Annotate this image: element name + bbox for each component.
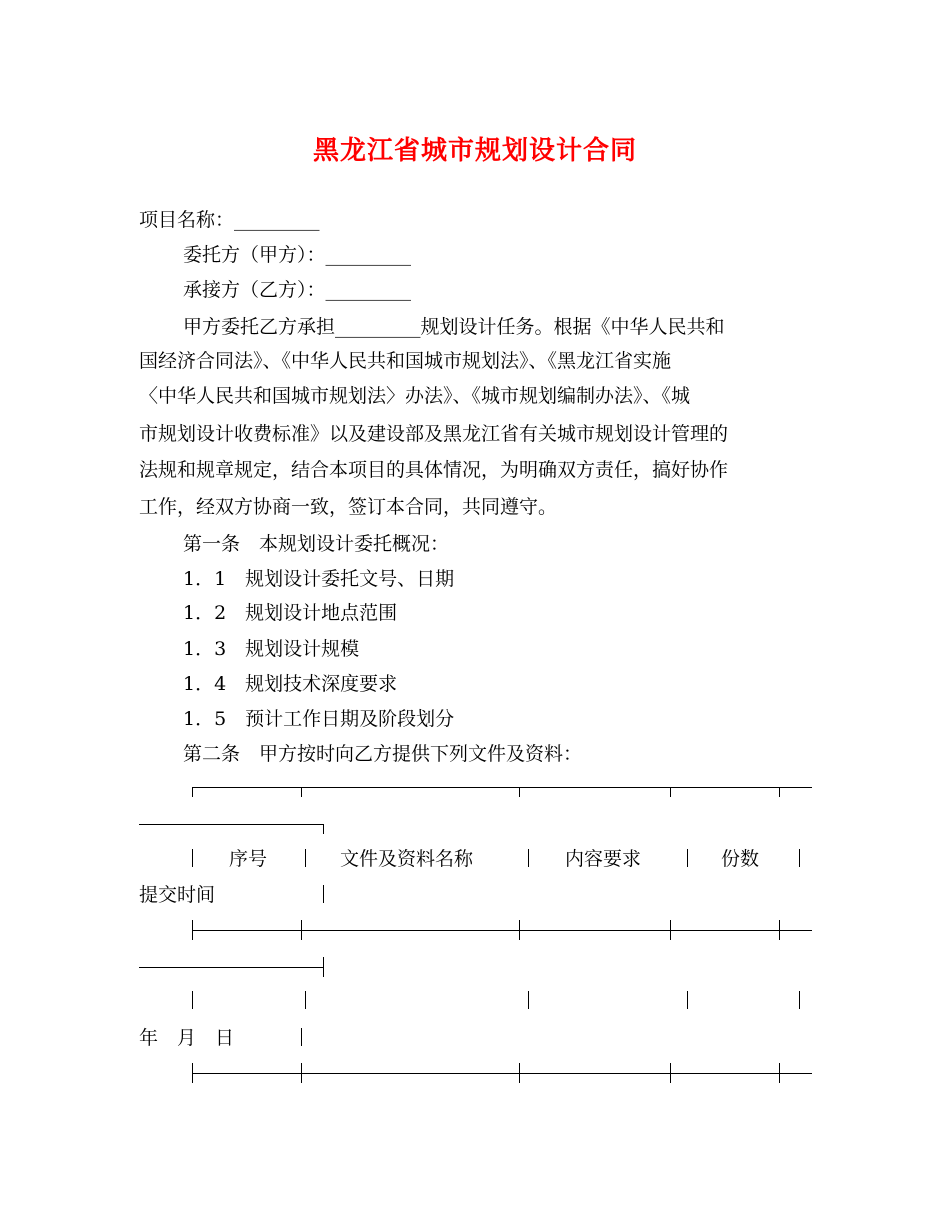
table-joint <box>670 787 671 797</box>
client-field: 委托方（甲方）：_________ <box>183 244 412 266</box>
table-divider <box>305 991 306 1009</box>
table-joint <box>323 957 324 977</box>
table-joint <box>301 787 302 797</box>
preamble-line-6: 工作，经双方协商一致，签订本合同，共同遵守。 <box>139 496 558 518</box>
table-divider <box>528 849 529 867</box>
table-joint <box>192 1063 193 1083</box>
project-name-field: 项目名称：_________ <box>139 209 320 231</box>
article1-item-1: 1．1 规划设计委托文号、日期 <box>183 568 455 590</box>
article1-item-2: 1．2 规划设计地点范围 <box>183 602 398 624</box>
article1-item-4: 1．4 规划技术深度要求 <box>183 673 398 695</box>
table-joint <box>519 920 520 940</box>
header-submit-time: 提交时间 <box>139 884 216 906</box>
preamble-line-4: 市规划设计收费标准》以及建设部及黑龙江省有关城市规划设计管理的 <box>139 423 729 445</box>
table-divider <box>528 991 529 1009</box>
table-joint <box>779 1063 780 1083</box>
table-joint <box>301 1063 302 1083</box>
table-divider <box>301 1028 302 1046</box>
article1-item-5: 1．5 预计工作日期及阶段划分 <box>183 708 455 730</box>
table-corner <box>192 787 193 797</box>
header-copies: 份数 <box>721 848 760 870</box>
preamble-line-1: 甲方委托乙方承担_________规划设计任务。根据《中华人民共和 <box>183 316 725 338</box>
table-joint <box>301 920 302 940</box>
table-divider <box>305 849 306 867</box>
header-content-requirement: 内容要求 <box>565 848 642 870</box>
table-joint <box>519 787 520 797</box>
table-joint <box>779 920 780 940</box>
table-joint <box>779 787 780 797</box>
table-joint <box>670 920 671 940</box>
header-index: 序号 <box>229 848 268 870</box>
article2-heading: 第二条 甲方按时向乙方提供下列文件及资料： <box>183 743 583 765</box>
header-document-name: 文件及资料名称 <box>340 848 474 870</box>
table-corner <box>323 824 324 834</box>
table-joint <box>670 1063 671 1083</box>
table-divider <box>323 885 324 903</box>
table-row-separator <box>192 930 812 931</box>
table-divider <box>799 991 800 1009</box>
table-divider <box>192 991 193 1009</box>
table-joint <box>192 920 193 940</box>
table-joint <box>519 1063 520 1083</box>
preamble-line-3: 〈中华人民共和国城市规划法〉办法》、《城市规划编制办法》、《城 <box>139 385 691 407</box>
table-top-border-wrap <box>139 824 324 825</box>
preamble-line-2: 国经济合同法》、《中华人民共和国城市规划法》、《黑龙江省实施 <box>139 350 672 372</box>
document-title: 黑龙江省城市规划设计合同 <box>312 136 637 166</box>
table-row-separator <box>192 1073 812 1074</box>
table-divider <box>192 849 193 867</box>
table-divider <box>687 849 688 867</box>
table-row-separator-wrap <box>139 967 324 968</box>
article1-item-3: 1．3 规划设计规模 <box>183 638 360 660</box>
article1-heading: 第一条 本规划设计委托概况： <box>183 533 450 555</box>
preamble-line-5: 法规和规章规定，结合本项目的具体情况，为明确双方责任，搞好协作 <box>139 459 729 481</box>
table-divider <box>799 849 800 867</box>
table-top-border <box>192 787 812 788</box>
contractor-field: 承接方（乙方）：_________ <box>183 279 412 301</box>
row1-date-cell: 年 月 日 <box>139 1027 235 1049</box>
table-divider <box>687 991 688 1009</box>
